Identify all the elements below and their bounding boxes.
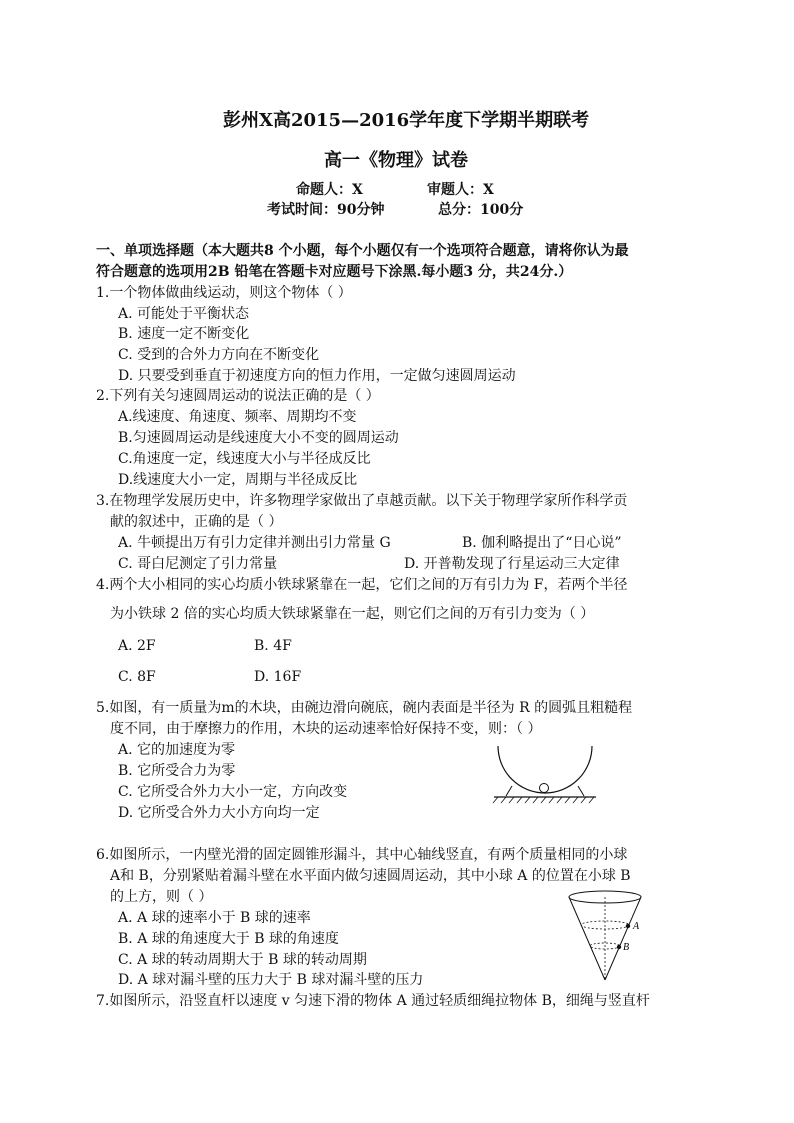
exam-total: 总分：100分 xyxy=(438,202,524,218)
q3-option-b: B. 伽利略提出了“日心说” xyxy=(462,535,622,551)
q2-option-b: B.匀速圆周运动是线速度大小不变的圆周运动 xyxy=(118,430,399,446)
bowl-figure xyxy=(490,740,600,806)
q5-option-d: D. 它所受合外力大小方向均一定 xyxy=(118,805,320,821)
q6-stem-3: 的上方，则（ ） xyxy=(110,889,213,905)
q5-option-c: C. 它所受合外力大小一定，方向改变 xyxy=(118,784,348,800)
q2-option-a: A.线速度、角速度、频率、周期均不变 xyxy=(118,409,357,425)
proposer: 命题人：X xyxy=(296,182,363,198)
q2-option-c: C.角速度一定，线速度大小与半径成反比 xyxy=(118,451,371,467)
cone-wall-left xyxy=(569,897,605,980)
q3-stem: 3.在物理学发展历史中，许多物理学家做出了卓越贡献。以下关于物理学家所作科学贡 xyxy=(96,493,628,509)
q6-option-c: C. A 球的转动周期大于 B 球的转动周期 xyxy=(118,952,367,968)
q4-stem: 4.两个大小相同的实心均质小铁球紧靠在一起，它们之间的万有引力为 F，若两个半径 xyxy=(96,577,628,593)
label-ball-a: A xyxy=(633,921,640,932)
exam-time: 考试时间：90分钟 xyxy=(267,202,385,218)
cone-figure xyxy=(560,888,670,986)
ball-a xyxy=(626,924,630,928)
q5-option-a: A. 它的加速度为零 xyxy=(118,742,236,758)
q1-option-d: D. 只要受到垂直于初速度方向的恒力作用，一定做匀速圆周运动 xyxy=(118,368,516,384)
q1-option-a: A. 可能处于平衡状态 xyxy=(118,306,250,322)
q6-option-b: B. A 球的角速度大于 B 球的角速度 xyxy=(118,931,339,947)
q3-option-a: A. 牛顿提出万有引力定律并测出引力常量 G xyxy=(118,535,391,551)
q1-option-b: B. 速度一定不断变化 xyxy=(118,326,250,342)
bowl-leg-right xyxy=(578,786,584,796)
q1-option-c: C. 受到的合外力方向在不断变化 xyxy=(118,347,320,363)
q6-option-d: D. A 球对漏斗壁的压力大于 B 球对漏斗壁的压力 xyxy=(118,972,424,988)
bowl-leg-left xyxy=(506,786,512,796)
q1-stem: 1.一个物体做曲线运动，则这个物体（ ） xyxy=(96,285,352,301)
q4-option-b: B. 4F xyxy=(254,638,292,654)
q6-stem: 6.如图所示，一内壁光滑的固定圆锥形漏斗，其中心轴线竖直，有两个质量相同的小球 xyxy=(96,847,628,863)
q4-option-a: A. 2F xyxy=(118,638,156,654)
exam-title: 彭州X高2015—2016学年度下学期半期联考 xyxy=(223,110,590,131)
q6-option-a: A. A 球的速率小于 B 球的速率 xyxy=(118,910,311,926)
block xyxy=(540,784,549,793)
ground-hatch xyxy=(493,797,594,803)
q3-stem-2: 献的叙述中，正确的是（ ） xyxy=(110,514,283,530)
q6-stem-2: A和 B，分别紧贴着漏斗壁在水平面内做匀速圆周运动，其中小球 A 的位置在小球 B xyxy=(110,868,631,884)
q5-stem-2: 度不同，由于摩擦力的作用，木块的运动速率恰好保持不变，则：（ ） xyxy=(110,721,542,737)
section-heading-2: 符合题意的选项用2B 铅笔在答题卡对应题号下涂黑.每小题3 分，共24分.） xyxy=(96,264,573,280)
q5-option-b: B. 它所受合力为零 xyxy=(118,763,236,779)
q2-option-d: D.线速度大小一定，周期与半径成反比 xyxy=(118,472,358,488)
q5-stem: 5.如图，有一质量为m的木块，由碗边滑向碗底，碗内表面是半径为 R 的圆弧且粗糙程 xyxy=(96,700,633,716)
q4-option-c: C. 8F xyxy=(118,669,156,685)
section-heading: 一、单项选择题（本大题共8 个小题，每个小题仅有一个选项符合题意，请将你认为最 xyxy=(96,243,629,259)
q3-option-c: C. 哥白尼测定了引力常量 xyxy=(118,556,278,572)
cone-wall-right xyxy=(605,897,641,980)
q4-option-d: D. 16F xyxy=(254,669,302,685)
q2-stem: 2.下列有关匀速圆周运动的说法正确的是（ ） xyxy=(96,388,380,404)
ball-b xyxy=(617,945,621,949)
reviewer: 审题人：X xyxy=(427,182,494,198)
q4-stem-2: 为小铁球 2 倍的实心均质大铁球紧靠在一起，则它们之间的万有引力变为（ ） xyxy=(110,606,595,622)
q7-stem: 7.如图所示，沿竖直杆以速度 v 匀速下滑的物体 A 通过轻质细绳拉物体 B，细绳与竖直杆 xyxy=(96,993,650,1009)
q3-option-d: D. 开普勒发现了行星运动三大定律 xyxy=(404,556,620,572)
subject-title: 高一《物理》试卷 xyxy=(324,150,468,171)
label-ball-b: B xyxy=(623,942,630,953)
